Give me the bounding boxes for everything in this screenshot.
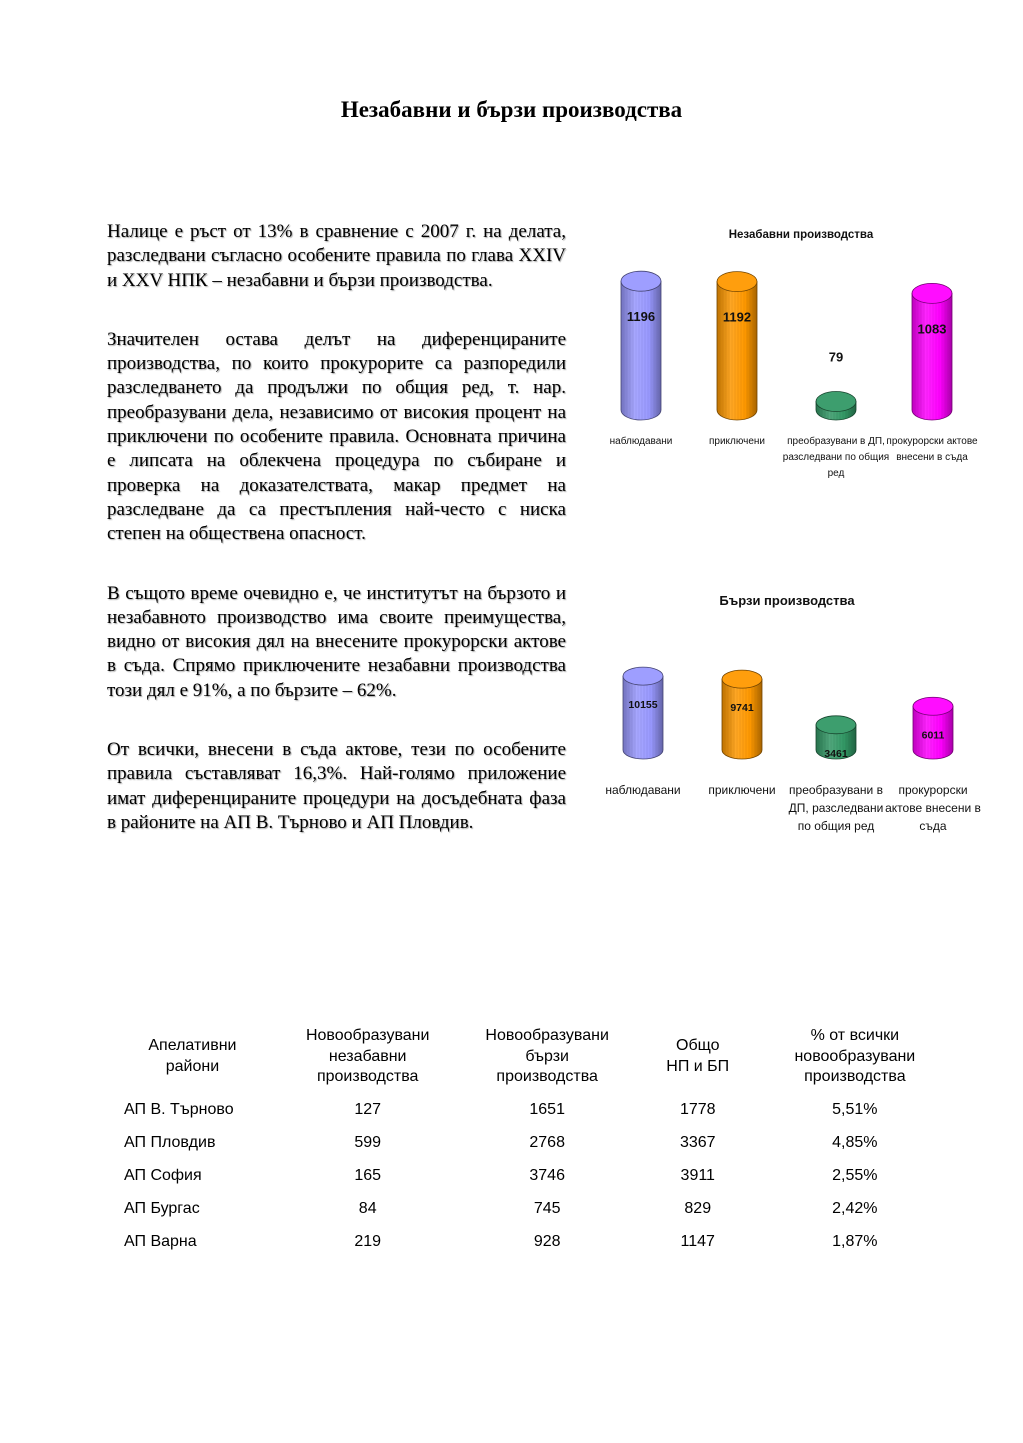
bar-value-label: 9741: [730, 702, 754, 715]
category-label: преобразувани в: [789, 783, 883, 797]
region-cell: АП В. Търново: [124, 1101, 234, 1118]
immediate-proceedings-chart: [585, 220, 985, 490]
paragraph-growth: Налице е ръст от 13% в сравнение с 2007 г. на делата, разследвани съгласно особените правила по глава XXIV и XXV НПК – незабавни и бързи производства.: [107, 221, 566, 291]
value-cell: 2,55%: [832, 1167, 878, 1184]
table-row: [108, 1226, 950, 1259]
bar-3: [912, 283, 952, 420]
bar-top: [912, 283, 952, 303]
value-cell: 928: [533, 1233, 561, 1250]
bar-2: [816, 391, 856, 420]
value-cell: 3911: [680, 1167, 715, 1184]
chart-svg: [585, 220, 985, 490]
bar-3: [913, 697, 953, 759]
category-label: наблюдавани: [609, 436, 673, 447]
category-label: приключени: [708, 783, 776, 797]
category-label: съда: [919, 819, 947, 833]
table-row: [108, 1094, 950, 1127]
bar-0: [623, 667, 663, 759]
table-header-line: производства: [496, 1068, 598, 1085]
table-header-cell: [636, 1026, 760, 1094]
bar-top: [816, 391, 856, 411]
bar-value-label: 6011: [921, 729, 945, 742]
category-label: по общия ред: [797, 819, 875, 833]
category-label: прокурорски: [898, 783, 968, 797]
value-cell: 84: [358, 1200, 377, 1217]
bar-value-label: 1196: [626, 309, 656, 325]
value-cell: 745: [533, 1200, 561, 1217]
category-label: прокурорски актове: [886, 436, 978, 447]
table-header-line: райони: [165, 1057, 220, 1075]
table-header-cell: [459, 1026, 636, 1094]
value-cell: 829: [684, 1200, 712, 1217]
table-header-line: Новообразувани: [485, 1027, 609, 1044]
appellate-regions-table: [108, 1026, 950, 1259]
table-row: [108, 1160, 950, 1193]
category-label: ДП, разследвани: [788, 801, 884, 815]
value-cell: 2,42%: [832, 1200, 878, 1217]
bar-top: [816, 716, 856, 734]
category-label: преобразувани в ДП,: [787, 436, 885, 447]
category-label: актове внесени в: [885, 801, 981, 815]
category-label: разследвани по общия: [782, 452, 890, 463]
value-cell: 5,51%: [832, 1101, 878, 1118]
bar-value-label: 10155: [628, 699, 658, 712]
table-header-line: бързи: [525, 1047, 569, 1065]
region-cell: АП Бургас: [124, 1200, 200, 1217]
region-cell: АП София: [124, 1167, 202, 1184]
table-header-cell: [277, 1026, 459, 1094]
chart-title: Бързи производства: [719, 593, 855, 608]
table-header-line: % от всички: [810, 1027, 900, 1044]
paragraph-differentiated: Значителен остава делът на диференцираните производства, по които прокурорите са разпоредили разследването да продължи по общия ред, т. нар. преобразувани дела, независимо от високия процент на приключени по особените правила. Основната причина е липсата на облекчена процедура по събиране и проверка на доказателствата, макар предмет на разследване да са престъпления най-често с ниска степен на обществена опасност.: [107, 328, 566, 545]
category-label: ред: [827, 468, 845, 479]
paragraph-court-acts: От всички, внесени в съда актове, тези по особените правила съставляват 16,3%. Най-голямо приложение имат диференцираните процедури на досъдебната фаза в районите на АП В. Търново и АП Пловдив.: [107, 739, 566, 833]
bar-top: [913, 697, 953, 715]
table-body: [108, 1094, 950, 1259]
table-header-line: Общо: [676, 1037, 720, 1055]
bar-top: [621, 271, 661, 291]
bar-1: [717, 272, 757, 420]
category-label: приключени: [708, 436, 766, 447]
table-row: [108, 1127, 950, 1160]
table-header-cell: [108, 1026, 277, 1094]
bar-value-label: 1192: [722, 309, 752, 325]
paragraph-advantages: В същото време очевидно е, че институтът на бързото и незабавното производство има своите преимущества, видно от високия дял на внесените прокурорски актове в съда. Спрямо приключените незабавни производства този дял е 91%, а по бързите – 62%.: [107, 582, 566, 701]
region-cell: АП Варна: [124, 1233, 197, 1250]
bar-value-label: 1083: [917, 321, 947, 337]
value-cell: 3746: [529, 1167, 565, 1184]
value-cell: 165: [354, 1167, 382, 1184]
value-cell: 4,85%: [832, 1134, 878, 1151]
table-header-line: производства: [316, 1068, 419, 1085]
value-cell: 1,87%: [832, 1233, 878, 1250]
category-label: внесени в съда: [896, 452, 968, 463]
body-text: [107, 220, 566, 870]
fast-proceedings-chart: [585, 585, 985, 845]
table-header-line: производства: [804, 1068, 906, 1085]
chart-title: Незабавни производства: [728, 229, 874, 241]
bar-1: [722, 670, 762, 759]
value-cell: 1651: [529, 1101, 565, 1118]
bar-0: [621, 271, 661, 420]
table-header-line: незабавни: [328, 1047, 407, 1065]
table-header-line: НП и БП: [666, 1057, 730, 1075]
table-header-row: [108, 1026, 950, 1094]
value-cell: 219: [354, 1233, 382, 1250]
bar-value-label: 3461: [824, 747, 848, 760]
value-cell: 2768: [529, 1134, 565, 1151]
bar-top: [717, 272, 757, 292]
table-header-line: новообразувани: [794, 1047, 916, 1065]
table-row: [108, 1193, 950, 1226]
value-cell: 127: [354, 1101, 382, 1118]
page-title: Незабавни и бързи производства: [340, 97, 683, 122]
value-cell: 1778: [679, 1101, 716, 1118]
value-cell: 1147: [680, 1233, 715, 1250]
chart-svg: [585, 585, 985, 845]
category-label: наблюдавани: [605, 783, 681, 797]
value-cell: 599: [354, 1134, 382, 1151]
bar-top: [722, 670, 762, 688]
table-header-line: Новообразувани: [305, 1027, 430, 1044]
table-header-cell: [760, 1026, 950, 1094]
region-cell: АП Пловдив: [124, 1134, 216, 1151]
bar-top: [623, 667, 663, 685]
bar-value-label: 79: [828, 349, 844, 365]
table-header-line: Апелативни: [148, 1037, 237, 1055]
value-cell: 3367: [679, 1134, 716, 1151]
